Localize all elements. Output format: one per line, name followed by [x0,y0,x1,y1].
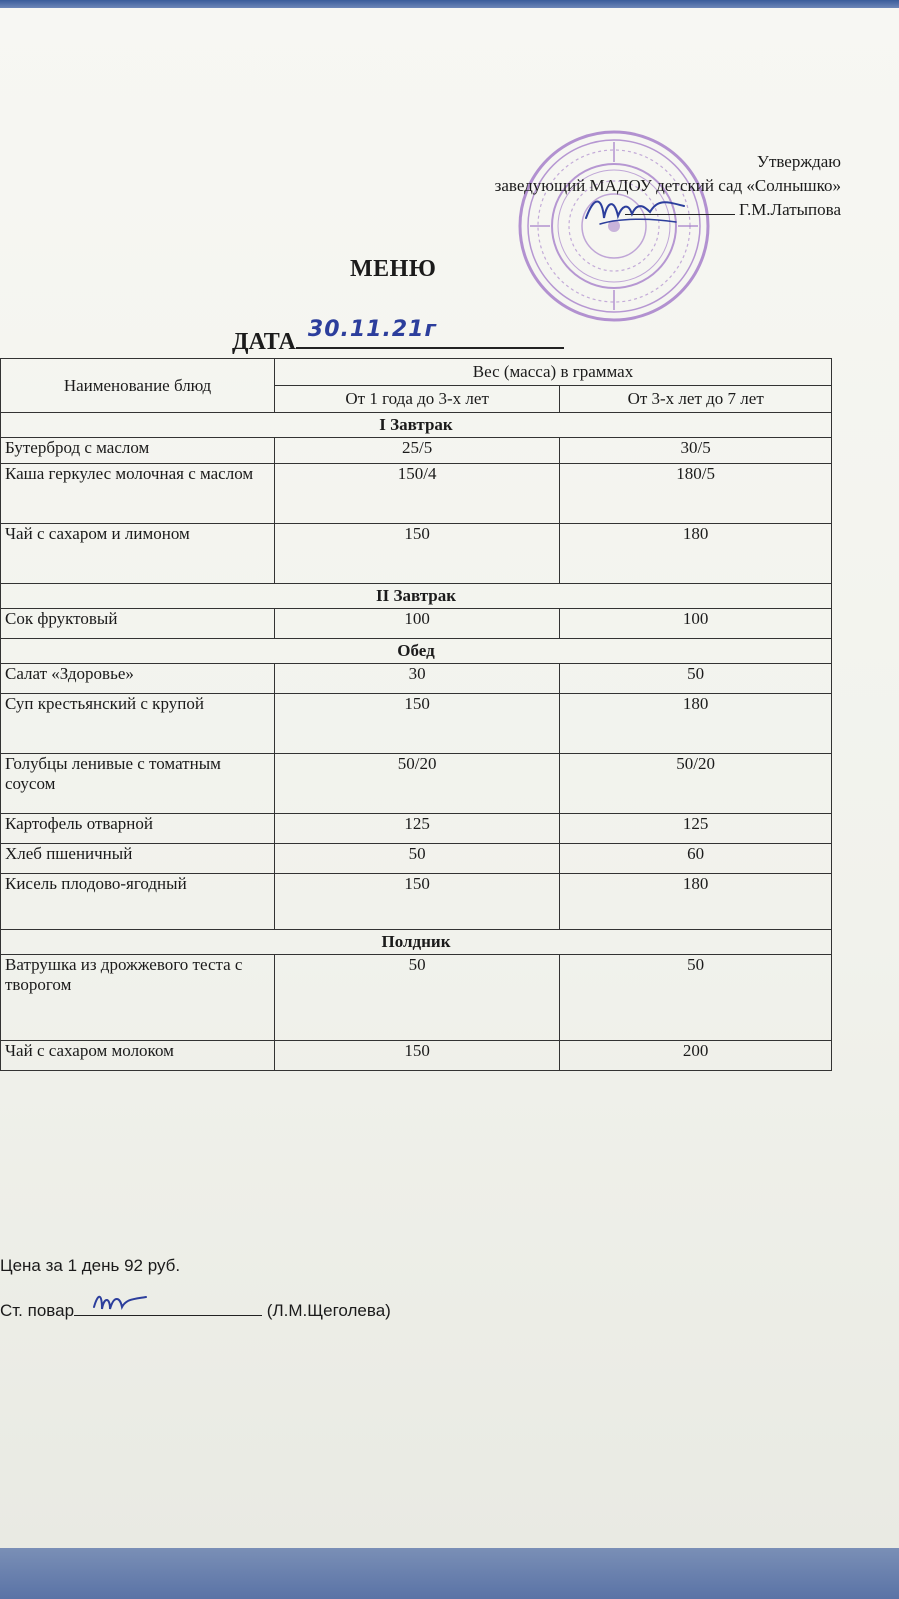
weight-age-1-3: 150 [275,524,560,584]
dish-name: Салат «Здоровье» [1,664,275,694]
dish-name: Чай с сахаром и лимоном [1,524,275,584]
weight-age-1-3: 25/5 [275,438,560,464]
page-title: МЕНЮ [350,256,437,282]
director-handwritten-signature [580,188,690,234]
weight-age-1-3: 125 [275,814,560,844]
weight-age-3-7: 200 [560,1041,832,1071]
table-row [1,955,832,1041]
section-title: Обед [1,639,832,664]
approval-position: заведующий МАДОУ детский сад «Солнышко» [494,176,841,195]
section-row [1,413,832,438]
section-title: Полдник [1,930,832,955]
weight-age-3-7: 50/20 [560,754,832,814]
dish-name: Картофель отварной [1,814,275,844]
section-row [1,584,832,609]
dish-name: Ватрушка из дрожжевого теста с творогом [1,955,275,1041]
date-row [232,317,564,356]
weight-age-3-7: 60 [560,844,832,874]
table-row [1,844,832,874]
menu-table [0,358,832,1071]
cook-signature-underline [74,1301,262,1316]
weight-age-1-3: 50/20 [275,754,560,814]
desk-bottom-edge [0,1548,899,1599]
table-row [1,1041,832,1071]
date-underline [296,317,564,349]
weight-age-3-7: 180/5 [560,464,832,524]
weight-age-1-3: 150 [275,694,560,754]
dish-name: Бутерброд с маслом [1,438,275,464]
weight-age-3-7: 50 [560,664,832,694]
daily-price: Цена за 1 день 92 руб. [0,1256,181,1275]
weight-age-3-7: 100 [560,609,832,639]
section-row [1,639,832,664]
table-row [1,524,832,584]
table-row [1,874,832,930]
header-age-1-3: От 1 года до 3-х лет [275,386,560,413]
section-row [1,930,832,955]
dish-name: Голубцы ленивые с томатным соусом [1,754,275,814]
header-age-3-7: От 3-х лет до 7 лет [560,386,832,413]
dish-name: Кисель плодово-ягодный [1,874,275,930]
weight-age-1-3: 50 [275,955,560,1041]
weight-age-3-7: 180 [560,524,832,584]
weight-age-1-3: 150 [275,874,560,930]
header-dish: Наименование блюд [1,359,275,413]
weight-age-1-3: 30 [275,664,560,694]
weight-age-3-7: 180 [560,694,832,754]
section-title: II Завтрак [1,584,832,609]
weight-age-3-7: 125 [560,814,832,844]
section-title: I Завтрак [1,413,832,438]
cook-signature-row [0,1301,391,1321]
table-header-row [1,359,832,386]
dish-name: Сок фруктовый [1,609,275,639]
date-handwritten-value: 30.11.21г [307,317,437,342]
header-weight: Вес (масса) в граммах [275,359,832,386]
dish-name: Хлеб пшеничный [1,844,275,874]
weight-age-1-3: 100 [275,609,560,639]
table-row [1,464,832,524]
weight-age-3-7: 180 [560,874,832,930]
dish-name: Чай с сахаром молоком [1,1041,275,1071]
table-row [1,609,832,639]
dish-name: Суп крестьянский с крупой [1,694,275,754]
table-row [1,694,832,754]
dish-name: Каша геркулес молочная с маслом [1,464,275,524]
table-row [1,664,832,694]
cook-label: Ст. повар [0,1301,75,1320]
date-label: ДАТА [232,329,296,355]
table-row [1,438,832,464]
table-row [1,814,832,844]
weight-age-3-7: 50 [560,955,832,1041]
cook-name: (Л.М.Щеголева) [266,1301,391,1320]
weight-age-1-3: 150 [275,1041,560,1071]
approval-title: Утверждаю [756,152,841,171]
cook-handwritten-signature [90,1287,150,1317]
director-name: Г.М.Латыпова [739,200,841,219]
weight-age-3-7: 30/5 [560,438,832,464]
weight-age-1-3: 150/4 [275,464,560,524]
table-row [1,754,832,814]
weight-age-1-3: 50 [275,844,560,874]
desk-top-edge [0,0,899,8]
